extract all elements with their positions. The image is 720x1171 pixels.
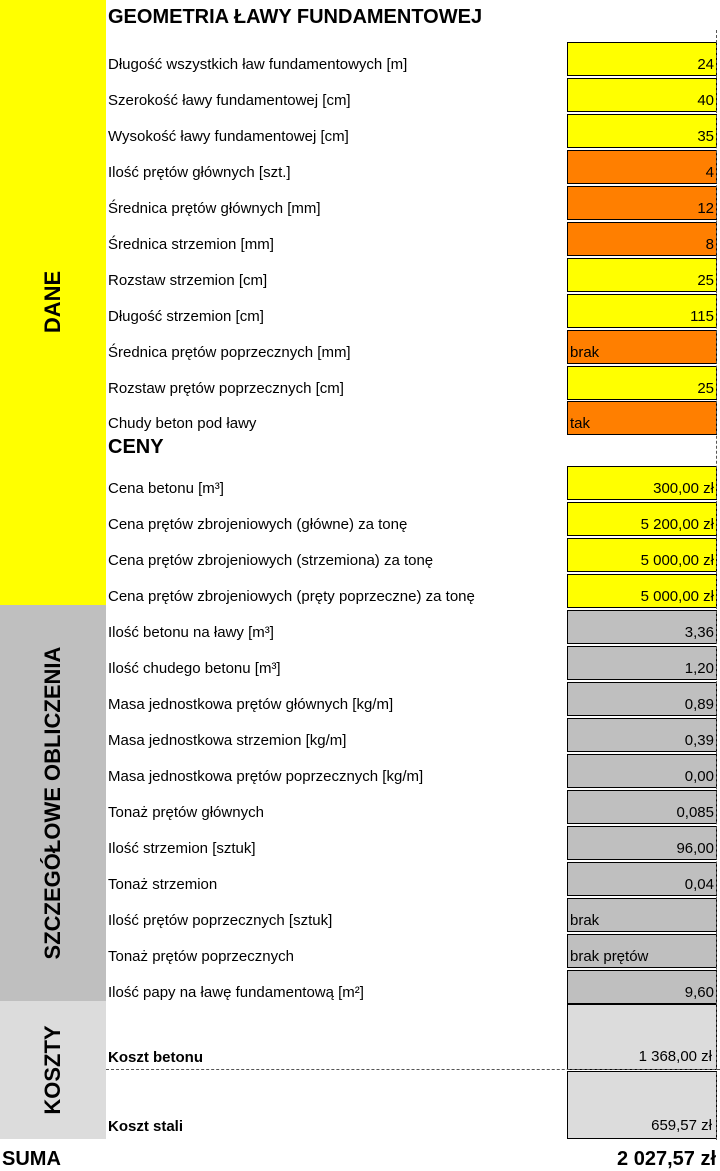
dane-row-dlugosc-strzemion — [106, 293, 720, 329]
calc-row-tonaz-strzemion — [106, 861, 720, 897]
calc-cell-masa-poprzecznych[interactable] — [567, 754, 717, 788]
row-label: Tonaż prętów głównych — [108, 804, 264, 821]
cell-value: 5 200,00 zł — [640, 516, 714, 533]
row-label: Ilość prętów głównych [szt.] — [108, 164, 291, 181]
cost-label-beton: Koszt betonu — [108, 1049, 203, 1066]
dane-row-rozstaw-strzemion — [106, 257, 720, 293]
page-break-line — [716, 30, 717, 1140]
row-label: Wysokość ławy fundamentowej [cm] — [108, 128, 349, 145]
ceny-header: CENY — [108, 436, 164, 458]
row-label: Chudy beton pod ławy — [108, 415, 257, 432]
input-cell-chudy-beton[interactable] — [567, 401, 717, 435]
row-label: Cena prętów zbrojeniowych (strzemiona) za tonę — [108, 552, 434, 569]
cost-value-stal: 659,57 zł — [651, 1117, 712, 1134]
calc-cell-masa-strzemion[interactable] — [567, 718, 717, 752]
cell-value: 25 — [697, 380, 714, 397]
row-label: Średnica prętów poprzecznych [mm] — [108, 344, 351, 361]
ceny-row-strzemiona — [106, 537, 720, 573]
cell-value: 12 — [697, 200, 714, 217]
cell-value: 300,00 zł — [653, 480, 714, 497]
calc-cell-chudy-beton[interactable] — [567, 646, 717, 680]
dane-row-dlugosc — [106, 41, 720, 77]
sum-label: SUMA — [2, 1148, 61, 1170]
row-label: Cena betonu [m³] — [108, 480, 224, 497]
dane-row-chudy-beton — [106, 400, 720, 436]
cell-value: 5 000,00 zł — [640, 588, 714, 605]
calc-row-masa-strzemion — [106, 717, 720, 753]
cell-value: 0,39 — [684, 732, 714, 749]
cost-label-stal: Koszt stali — [108, 1118, 184, 1135]
row-label: Tonaż strzemion — [108, 876, 218, 893]
cell-value: 0,04 — [684, 876, 714, 893]
row-label: Średnica strzemion [mm] — [108, 236, 274, 253]
calc-row-chudy-beton — [106, 645, 720, 681]
input-cell-szerokosc[interactable] — [567, 78, 717, 112]
obliczenia-section-label: SZCZEGÓŁOWE OBLICZENIA — [40, 646, 65, 960]
row-label: Masa jednostkowa strzemion [kg/m] — [108, 732, 347, 749]
row-label: Cena prętów zbrojeniowych (główne) za tonę — [108, 516, 408, 533]
cell-value: 4 — [705, 164, 714, 181]
row-label: Tonaż prętów poprzecznych — [108, 948, 294, 965]
sum-value[interactable]: 2 027,57 zł — [617, 1148, 716, 1170]
cell-value: 24 — [697, 56, 714, 73]
row-label: Średnica prętów głównych [mm] — [108, 200, 321, 217]
input-cell-rozstaw-poprzecznych[interactable] — [567, 366, 717, 400]
dane-row-ilosc-pretow — [106, 149, 720, 185]
cell-value: 0,085 — [676, 804, 714, 821]
cell-value: 5 000,00 zł — [640, 552, 714, 569]
calc-row-tonaz-poprzecznych — [106, 933, 720, 969]
cell-value: 0,89 — [684, 696, 714, 713]
price-cell-glowne[interactable] — [567, 502, 717, 536]
cost-cell-stal[interactable] — [567, 1071, 717, 1139]
cell-value: 96,00 — [676, 840, 714, 857]
dane-row-srednica-strzemion — [106, 221, 720, 257]
calc-row-ilosc-poprzecznych — [106, 897, 720, 933]
calc-row-tonaz-glownych — [106, 789, 720, 825]
koszty-band — [0, 1001, 106, 1139]
dane-row-wysokosc — [106, 113, 720, 149]
calc-row-ilosc-betonu — [106, 609, 720, 645]
input-cell-srednica-glownych[interactable] — [567, 186, 717, 220]
dane-row-szerokosc — [106, 77, 720, 113]
cell-value: brak prętów — [570, 948, 649, 965]
dane-band — [0, 0, 106, 605]
ceny-row-poprzeczne — [106, 573, 720, 609]
row-label: Ilość chudego betonu [m³] — [108, 660, 281, 677]
row-label: Ilość betonu na ławy [m³] — [108, 624, 274, 641]
dashed-divider — [106, 1069, 720, 1070]
ceny-row-glowne — [106, 501, 720, 537]
row-label: Cena prętów zbrojeniowych (pręty poprzeczne) za tonę — [108, 588, 475, 605]
row-label: Rozstaw strzemion [cm] — [108, 272, 268, 289]
price-cell-strzemiona[interactable] — [567, 538, 717, 572]
calc-cell-ilosc-strzemion[interactable] — [567, 826, 717, 860]
calc-cell-papa[interactable] — [567, 970, 717, 1004]
cell-value: 8 — [705, 236, 714, 253]
cell-value: 25 — [697, 272, 714, 289]
dane-row-srednica-poprzecznych — [106, 329, 720, 365]
koszty-section-label: KOSZTY — [40, 1025, 65, 1115]
cell-value: 3,36 — [684, 624, 714, 641]
dane-row-rozstaw-poprzecznych — [106, 365, 720, 401]
row-label: Masa jednostkowa prętów głównych [kg/m] — [108, 696, 394, 713]
row-label: Ilość prętów poprzecznych [sztuk] — [108, 912, 333, 929]
input-cell-srednica-strzemion[interactable] — [567, 222, 717, 256]
cell-value: 115 — [690, 308, 714, 325]
cost-value-beton: 1 368,00 zł — [638, 1048, 712, 1065]
calc-cell-tonaz-strzemion[interactable] — [567, 862, 717, 896]
input-cell-dlugosc-strzemion[interactable] — [567, 294, 717, 328]
calc-cell-ilosc-betonu[interactable] — [567, 610, 717, 644]
row-label: Rozstaw prętów poprzecznych [cm] — [108, 380, 344, 397]
cost-cell-beton[interactable] — [567, 1004, 717, 1070]
input-cell-ilosc-pretow[interactable] — [567, 150, 717, 184]
input-cell-rozstaw-strzemion[interactable] — [567, 258, 717, 292]
dane-section-label: DANE — [40, 270, 65, 334]
cell-value: 9,60 — [684, 984, 714, 1001]
cell-value: 35 — [697, 128, 714, 145]
calc-cell-tonaz-poprzecznych[interactable] — [567, 934, 717, 968]
row-label: Długość wszystkich ław fundamentowych [m] — [108, 56, 408, 73]
row-label: Długość strzemion [cm] — [108, 308, 264, 325]
cell-value: tak — [570, 415, 591, 432]
cell-value: brak — [570, 912, 600, 929]
row-label: Ilość strzemion [sztuk] — [108, 840, 256, 857]
row-label: Szerokość ławy fundamentowej [cm] — [108, 92, 351, 109]
input-cell-dlugosc[interactable] — [567, 42, 717, 76]
calc-cell-ilosc-poprzecznych[interactable] — [567, 898, 717, 932]
dane-row-srednica-glownych — [106, 185, 720, 221]
calc-row-masa-poprzecznych — [106, 753, 720, 789]
row-label: Ilość papy na ławę fundamentową [m²] — [108, 984, 364, 1001]
calc-row-masa-glownych — [106, 681, 720, 717]
obliczenia-band — [0, 605, 106, 1001]
cell-value: 1,20 — [684, 660, 714, 677]
cell-value: brak — [570, 344, 600, 361]
calc-cell-tonaz-glownych[interactable] — [567, 790, 717, 824]
price-cell-beton[interactable] — [567, 466, 717, 500]
ceny-row-beton — [106, 465, 720, 501]
calc-cell-masa-glownych[interactable] — [567, 682, 717, 716]
cell-value: 40 — [697, 92, 714, 109]
page-title: GEOMETRIA ŁAWY FUNDAMENTOWEJ — [108, 6, 483, 28]
cell-value: 0,00 — [684, 768, 714, 785]
price-cell-poprzeczne[interactable] — [567, 574, 717, 608]
row-label: Masa jednostkowa prętów poprzecznych [kg/m] — [108, 768, 424, 785]
calc-row-ilosc-strzemion — [106, 825, 720, 861]
calc-row-papa — [106, 969, 720, 1005]
input-cell-srednica-poprzecznych[interactable] — [567, 330, 717, 364]
input-cell-wysokosc[interactable] — [567, 114, 717, 148]
